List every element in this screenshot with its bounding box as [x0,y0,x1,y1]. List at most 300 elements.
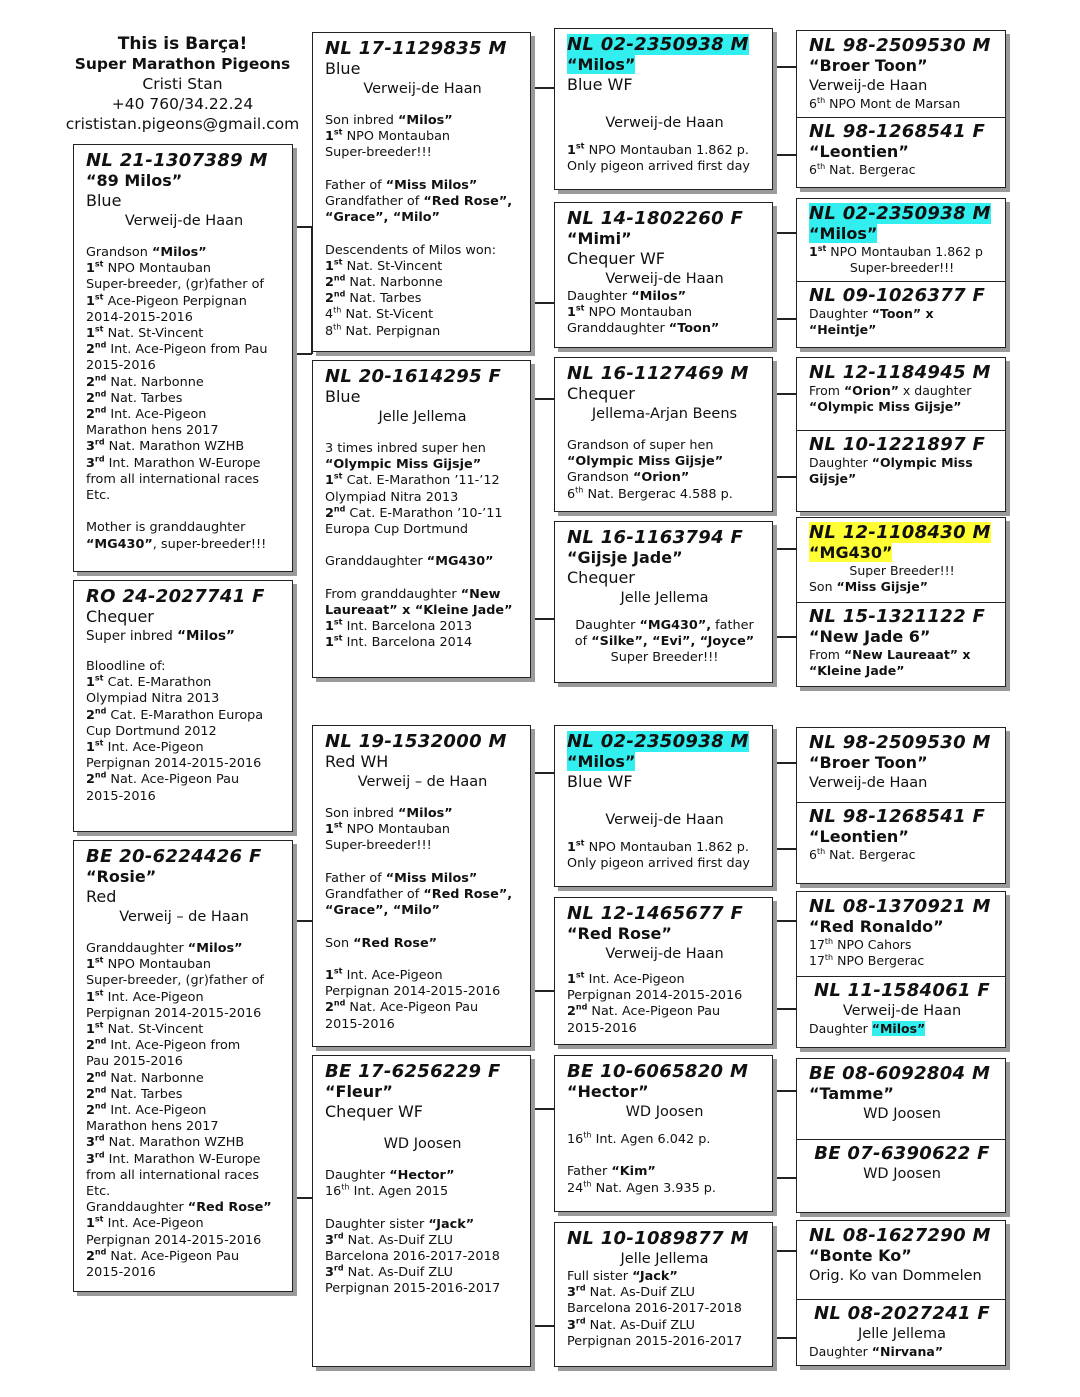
pigeon-color: Chequer WF [567,249,665,268]
pigeon-notes [325,113,520,340]
note-line: 1st Ace-Pigeon Perpignan [86,292,247,309]
ring-number: NL 17-1129835 M [325,38,507,59]
pigeon-color: Blue [325,59,361,78]
note-line: 1st Cat. E-Marathon ’11-’12 [325,472,500,489]
card-divider [797,430,1005,431]
note-line: Mother is granddaughter [86,520,246,536]
note-line: 1st Int. Barcelona 2013 [325,617,473,635]
note-line [325,855,520,871]
pigeon-card-p3[interactable] [73,840,293,1292]
connector-line [292,353,312,355]
note-line: 3rd Nat. As-Duif ZLU [325,1231,453,1248]
ring-number: NL 10-1089877 M [567,1228,749,1249]
pigeon-name: “Red Rose” [567,924,672,943]
note-line: Bloodline of: [86,659,166,674]
note-line: 2nd Cat. E-Marathon Europa [86,706,264,723]
note-line: 1st Int. Ace-Pigeon [86,1215,204,1232]
note-line: Grandson “Orion” [567,470,690,486]
note-line: Laureaat” x “Kleine Jade” [325,603,513,619]
pigeon-pair-card[interactable] [796,1220,1006,1366]
pigeon-pair-card[interactable] [796,198,1006,348]
note-line: “Olympic Miss Gijsje” [809,399,962,414]
pigeon-name: “Red Ronaldo” [809,917,944,936]
note-line: 2nd Int. Ace-Pigeon [86,1101,207,1119]
pigeon-card-gg6[interactable] [554,897,773,1045]
card-divider [797,802,1005,803]
note-line: 2nd Nat. Tarbes [86,1085,183,1102]
page-subtitle: Super Marathon Pigeons [74,55,291,73]
pigeon-name: “Leontien” [809,827,909,846]
pigeon-card-gg8[interactable] [554,1222,773,1367]
note-line: Full sister “Jack” [567,1269,678,1284]
connector-line [530,1325,554,1327]
ring-number: BE 20-6224426 F [86,846,262,867]
note-line: 1st NPO Montauban 1.862 p. [567,141,749,158]
ring-number: BE 08-6092804 M [809,1063,991,1084]
note-line: 2nd Nat. Narbonne [86,373,204,390]
pigeon-breeder: WD Joosen [383,1136,462,1152]
pigeon-name: “Fleur” [325,1082,393,1101]
note-line: 1st NPO Montauban [86,955,212,973]
note-line: 2nd Nat. Ace-Pigeon Pau [86,771,240,788]
note-line: 24th Nat. Agen 3.935 p. [567,1179,716,1196]
pigeon-color: Blue WF [567,75,633,94]
ring-number: NL 14-1802260 F [567,208,744,229]
note-line: 3rd Nat. Marathon WZHB [86,1134,245,1151]
note-line: Super Breeder!!! [849,563,955,578]
card-divider [797,1139,1005,1140]
pigeon-name: “Broer Toon” [809,753,928,772]
pigeon-card-gg2[interactable] [554,202,773,348]
note-line: 6th Nat. Bergerac [809,846,916,862]
connector-line [772,318,796,320]
pigeon-card-ggg[interactable] [797,31,1005,112]
pigeon-notes [325,1168,520,1298]
pigeon-card-ggg[interactable] [797,430,1005,487]
note-line: Super-breeder!!! [849,260,955,275]
note-line: “Olympic Miss Gijsje” [567,454,724,470]
note-line: 3rd Int. Marathon W-Europe [86,1150,261,1167]
connector-line [772,548,796,550]
pigeon-breeder: Verweij-de Haan [842,1003,962,1019]
connector-line [530,772,554,774]
note-line: From “Orion” x daughter [809,383,972,398]
pigeon-card-g3[interactable] [312,725,531,1047]
note-line: Perpignan 2015-2016-2017 [567,1333,743,1349]
note-line: 16th Int. Agen 6.042 p. [567,1130,711,1147]
pigeon-breeder: Verweij – de Haan [357,774,488,790]
pigeon-notes [809,1021,995,1037]
note-line: 1st Int. Ace-Pigeon [86,738,204,756]
pigeon-card-gg7[interactable] [554,1055,773,1212]
note-line: 2015-2016 [86,1265,156,1281]
pigeon-notes [809,647,995,679]
note-line: Grandfather of “Red Rose”, [325,887,513,903]
note-line: Only pigeon arrived first day [567,159,751,175]
note-line: “Olympic Miss Gijsje” [325,457,482,473]
connector-line [772,1008,796,1010]
connector-line [772,1090,796,1092]
pigeon-breeder: WD Joosen [863,1106,941,1122]
pigeon-card-ggg[interactable] [797,518,1005,595]
ring-number: NL 98-2509530 M [809,35,991,56]
pigeon-notes [567,1269,762,1350]
note-line: Super-breeder!!! [325,838,432,854]
note-line: 3rd Nat. As-Duif ZLU [567,1316,695,1333]
pigeon-notes [809,96,995,112]
note-line: Only pigeon arrived first day [567,856,751,872]
ring-number: NL 98-2509530 M [809,732,991,753]
note-line: Daughter “Hector” [325,1168,455,1183]
connector-line [772,393,796,395]
pigeon-card-p1[interactable] [73,144,293,572]
note-line: 6th Nat. Bergerac 4.588 p. [567,485,733,502]
pigeon-card-ggg[interactable] [797,1299,1005,1360]
note-line: 2nd Nat. Tarbes [325,289,422,307]
pigeon-name: “Milos” [567,752,636,771]
note-line: Son inbred “Milos” [325,806,453,821]
ring-number: NL 11-1584061 F [813,980,991,1001]
pigeon-breeder: Orig. Ko van Dommelen [809,1268,982,1284]
pigeon-card-gg4[interactable] [554,521,773,683]
pigeon-breeder: Jelle Jellema [620,590,709,606]
note-line: Pau 2015-2016 [86,1054,183,1070]
note-line: 1st NPO Montauban [567,303,693,321]
pigeon-color: Blue [86,191,122,210]
ring-number: NL 09-1026377 F [809,285,986,306]
pigeon-notes [325,806,520,1033]
note-line: Super-breeder!!! [325,145,432,161]
note-line: 2nd Nat. Ace-Pigeon Pau [567,1003,721,1020]
note-line: Cup Dortmund 2012 [86,723,217,739]
note-line: 1st NPO Montauban 1.862 p [809,243,983,259]
pigeon-notes [809,847,995,863]
pigeon-card-g1[interactable] [312,32,531,352]
pigeon-pair-card[interactable] [796,30,1006,188]
ring-number: NL 98-1268541 F [809,806,986,827]
note-line: Daughter “Milos” [809,1021,926,1036]
note-line [325,952,520,968]
note-line [325,1200,520,1216]
pigeon-pair-card[interactable] [796,1058,1006,1213]
note-line: Europa Cup Dortmund [325,522,469,538]
ring-number: NL 16-1127469 M [567,363,749,384]
note-line: of “Silke”, “Evi”, “Joyce” [574,634,755,650]
note-line: “Kleine Jade” [809,663,905,678]
connector-line [292,1197,312,1199]
note-line: Grandson of super hen [567,438,714,453]
pigeon-name: “Mimi” [567,229,632,248]
note-line: 1st Cat. E-Marathon [86,673,212,691]
connector-line [530,87,554,89]
header [60,34,305,134]
pigeon-notes [567,289,762,338]
note-line: 1st Int. Ace-Pigeon [325,966,443,984]
note-line: Son “Red Rose” [325,935,438,951]
note-line: Super Breeder!!! [610,650,719,666]
note-line: Father “Kim” [567,1164,656,1180]
note-line: Perpignan 2014-2015-2016 [86,1232,262,1248]
pigeon-card-ggg[interactable] [797,1221,1005,1286]
note-line: Daughter sister “Jack” [325,1216,475,1232]
pigeon-color: Chequer WF [325,1102,423,1121]
note-line: Barcelona 2016-2017-2018 [325,1249,500,1265]
note-line: Perpignan 2014-2015-2016 [86,756,262,772]
pigeon-breeder: Verweij-de Haan [605,271,724,287]
pigeon-notes [86,245,282,553]
note-line: Grandson “Milos” [86,245,207,260]
connector-line [772,848,796,850]
note-line [325,162,520,178]
pigeon-color: Chequer [567,568,635,587]
note-line [325,226,520,242]
ring-number: NL 08-1627290 M [809,1225,991,1246]
note-line: 1st Int. Barcelona 2014 [325,634,473,651]
note-line: 1st NPO Montauban 1.862 p. [567,838,749,855]
pigeon-card-ggg[interactable] [797,976,1005,1037]
note-line [567,1148,762,1164]
ring-number: NL 15-1321122 F [809,606,986,627]
pigeon-card-ggg[interactable] [797,802,1005,863]
note-line: Granddaughter “MG430” [325,554,494,570]
connector-line [530,398,554,400]
note-line: 1st NPO Montauban [325,820,451,838]
note-line: Olympiad Nitra 2013 [86,691,220,707]
note-line [86,504,282,520]
ring-number: NL 12-1108430 M [809,522,991,543]
ring-number: NL 98-1268541 F [809,121,986,142]
note-line: Daughter “MG430”, father [575,618,754,633]
pigeon-pair-card[interactable] [796,517,1006,687]
owner-name: Cristi Stan [142,75,223,93]
ring-number: NL 20-1614295 F [325,366,502,387]
note-line: Granddaughter “Toon” [567,321,720,337]
note-line: Descendents of Milos won: [325,242,497,258]
note-line [325,571,520,587]
pigeon-name: “89 Milos” [86,171,183,190]
pigeon-breeder: Verweij-de Haan [809,78,928,94]
note-line: Granddaughter “Milos” [86,941,243,956]
connector-line [772,66,796,68]
pigeon-pair-card[interactable] [796,727,1006,884]
ring-number: RO 24-2027741 F [86,586,265,607]
pigeon-color: Chequer [567,384,635,403]
note-line: 2nd Int. Ace-Pigeon from [86,1036,241,1054]
pigeon-card-ggg[interactable] [797,602,1005,679]
pigeon-notes [809,244,995,276]
pigeon-pair-card[interactable] [796,357,1006,512]
pigeon-notes [809,162,995,178]
connector-line [772,476,796,478]
pigeon-notes [567,618,762,667]
pigeon-name: “Bonte Ko” [809,1246,912,1265]
ring-number: BE 10-6065820 M [567,1061,749,1082]
note-line [325,538,520,554]
ring-number: BE 07-6390622 F [814,1143,990,1164]
pigeon-card-g2[interactable] [312,360,531,678]
pigeon-name: “New Jade 6” [809,627,931,646]
note-line: Super inbred “Milos” [86,628,235,644]
connector-line [772,154,796,156]
pigeon-breeder: Verweij-de Haan [363,81,482,97]
connector-line [530,990,554,992]
note-line: 3rd Nat. As-Duif ZLU [567,1283,695,1301]
note-line: “MG430”, super-breeder!!! [86,536,267,552]
pigeon-card-gg1[interactable] [554,28,773,190]
note-line: 2nd Nat. Narbonne [86,1069,204,1086]
note-line: 3rd Nat. As-Duif ZLU [325,1263,453,1281]
pigeon-notes [809,1344,995,1360]
ring-number: BE 17-6256229 F [325,1061,501,1082]
note-line: “Heintje” [809,322,877,337]
note-line: Perpignan 2015-2016-2017 [325,1281,501,1297]
ring-number: NL 21-1307389 M [86,150,268,171]
note-line: 2015-2016 [86,358,156,374]
ring-number: NL 08-1370921 M [809,896,991,917]
card-divider [797,602,1005,603]
note-line: 16th Int. Agen 2015 [325,1182,449,1200]
pigeon-breeder: WD Joosen [625,1104,704,1120]
pigeon-notes [567,143,762,175]
pigeon-breeder: Jelle Jellema [620,1251,709,1267]
owner-email[interactable]: crististan.pigeons@gmail.com [65,115,300,133]
pigeon-name: “Gijsje Jade” [567,548,683,567]
ring-number: NL 19-1532000 M [325,731,507,752]
note-line: 2015-2016 [567,1020,637,1036]
note-line: 6th NPO Mont de Marsan [809,95,961,111]
pigeon-notes [809,383,995,415]
note-line: 1st Nat. St-Vincent [86,1020,204,1038]
note-line: Gijsje” [809,471,857,486]
note-line: 6th Nat. Bergerac [809,161,916,177]
note-line: 17th NPO Cahors [809,936,912,952]
note-line: Olympiad Nitra 2013 [325,489,459,505]
note-line: From “New Laureaat” x [809,647,971,662]
note-line: 3rd Nat. Marathon WZHB [86,438,245,455]
ring-number: NL 02-2350938 M [809,203,991,224]
pigeon-card-p2[interactable] [73,580,293,832]
note-line: Etc. [86,1184,111,1200]
pigeon-card-ggg[interactable] [797,892,1005,969]
pigeon-notes [567,840,762,872]
pigeon-pair-card[interactable] [796,891,1006,1048]
card-divider [797,117,1005,118]
page-title: This is Barça! [117,34,248,54]
connector-line [772,1337,796,1339]
ring-number: NL 08-2027241 F [813,1303,991,1324]
note-line: “Grace”, “Milo” [325,210,440,226]
connector-line [530,302,554,304]
note-line: Perpignan 2014-2015-2016 [325,984,501,1000]
pigeon-name: “Broer Toon” [809,56,928,75]
pigeon-notes [809,937,995,969]
note-line: Daughter “Toon” x [809,306,934,321]
note-line: 1st Nat. St-Vincent [86,324,204,342]
pigeon-card-gg5[interactable] [554,725,773,887]
note-line: 3 times inbred super hen [325,441,486,456]
ring-number: NL 16-1163794 F [567,527,744,548]
pigeon-name: “Leontien” [809,142,909,161]
ring-number: NL 12-1465677 F [567,903,744,924]
connector-line [530,618,554,620]
connector-line [772,1177,796,1179]
note-line: 1st Nat. St-Vincent [325,257,443,274]
connector-line [772,920,796,922]
pigeon-breeder: Verweij-de Haan [124,213,244,229]
note-line: 2nd Nat. Ace-Pigeon Pau [86,1247,240,1264]
connector-line [292,226,312,228]
note-line: 2nd Int. Ace-Pigeon [86,405,207,423]
pigeon-breeder: Jellema-Arjan Beens [591,406,738,422]
pigeon-card-ggg[interactable] [797,1139,1005,1184]
card-divider [797,1299,1005,1300]
pigeon-breeder: Verweij-de Haan [605,115,724,131]
pigeon-card-g4[interactable] [312,1055,531,1367]
pigeon-breeder: Verweij-de Haan [809,775,928,791]
pigeon-name: “Tamme” [809,1084,894,1103]
note-line: Perpignan 2014-2015-2016 [567,988,743,1004]
pigeon-notes [567,1132,762,1197]
note-line: 1st Int. Ace-Pigeon [86,988,204,1005]
note-line: Granddaughter “Red Rose” [86,1200,272,1216]
pigeon-notes [567,972,762,1037]
note-line: Father of “Miss Milos” [325,870,478,886]
pigeon-card-ggg[interactable] [797,199,1005,276]
pigeon-card-ggg[interactable] [797,281,1005,338]
pigeon-card-ggg[interactable] [797,358,1005,415]
pigeon-card-ggg[interactable] [797,117,1005,178]
pigeon-notes [809,455,995,487]
note-line: Marathon hens 2017 [86,423,219,439]
note-line: 2nd Nat. Tarbes [86,389,183,406]
note-line: “Grace”, “Milo” [325,903,440,919]
pigeon-card-ggg[interactable] [797,728,1005,793]
note-line: 2015-2016 [325,1016,395,1032]
connector-line [292,920,312,922]
pigeon-breeder: Jelle Jellema [858,1326,946,1342]
pigeon-notes [809,563,995,595]
note-line: Super-breeder, (gr)father of [86,973,264,989]
note-line: 8th Nat. Perpignan [325,322,441,339]
pigeon-breeder: Jelle Jellema [378,409,467,425]
pigeon-card-ggg[interactable] [797,1059,1005,1124]
pigeon-name: “Milos” [809,224,878,243]
note-line: 4th Nat. St-Vicent [325,306,434,323]
pigeon-color: Blue WF [567,772,633,791]
connector-line [772,636,796,638]
note-line: 2015-2016 [86,788,156,804]
note-line: 2nd Nat. Narbonne [325,273,443,291]
pigeon-breeder: Verweij – de Haan [119,909,249,925]
pigeon-note [86,627,282,645]
owner-phone: +40 760/34.22.24 [111,95,254,113]
note-line: Daughter “Nirvana” [809,1344,944,1359]
pigeon-notes [86,941,282,1281]
pigeon-card-gg3[interactable] [554,357,773,512]
pigeon-notes [86,659,282,805]
pigeon-name: “Hector” [567,1082,649,1101]
note-line: Marathon hens 2017 [86,1119,219,1135]
note-line: 1st NPO Montauban [86,259,212,277]
note-line: from all international races [86,1167,260,1183]
note-line: Barcelona 2016-2017-2018 [567,1301,742,1317]
note-line: from all international races [86,471,260,487]
note-line: Perpignan 2014-2015-2016 [86,1005,262,1021]
pigeon-name: “MG430” [809,543,893,562]
connector-line [772,1250,796,1252]
note-line: 1st NPO Montauban [325,127,451,145]
note-line: From granddaughter “New [325,586,501,602]
